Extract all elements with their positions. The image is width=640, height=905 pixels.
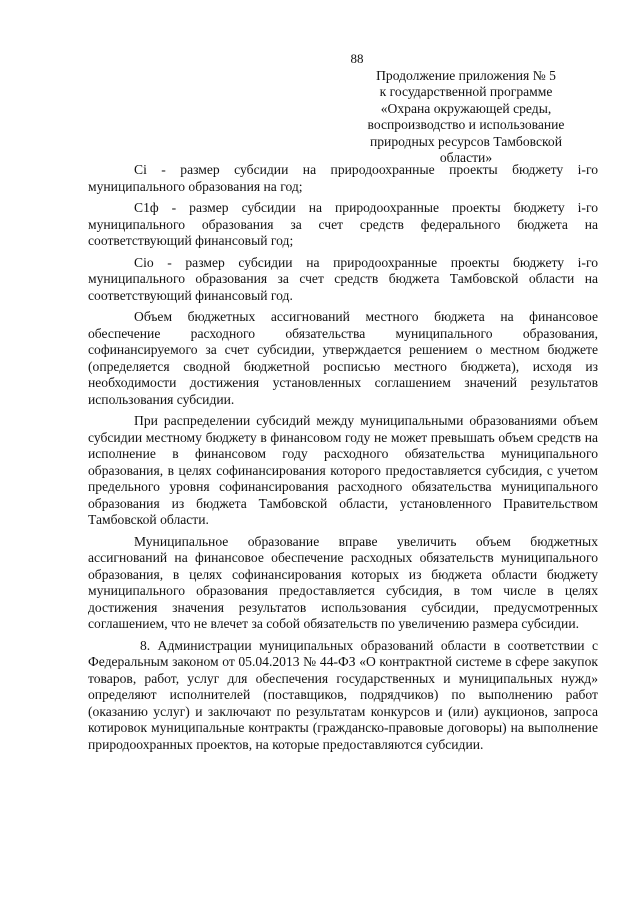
appendix-header-line: к государственной программе: [379, 84, 553, 100]
appendix-header: [330, 68, 602, 166]
appendix-header-line: Продолжение приложения № 5: [376, 68, 556, 83]
paragraph-subsidy-distribution: При распределении субсидий между муниципальными образованиями объем субсидии местному бюджету в финансовом году не может превышать объем средств на исполнение в финансовом году расходного обязательства муниципального образования, в целях софинансирования которого предоставляется субсидия, с учетом предельного уровня софинансирования расходного обязательства муниципального образования из бюджета Тамбовской области, установленного Правительством Тамбовской области.: [88, 413, 598, 527]
paragraph-item-8: 8. Администрации муниципальных образований области в соответствии с Федеральным законом от 05.04.2013 № 44-ФЗ «О контрактной системе в сфере закупок товаров, работ, услуг для обеспечения государственных и муниципальных нужд» определяют исполнителей (поставщиков, подрядчиков) по выполнению работ (оказанию услуг) и заключают по результатам конкурсов и (или) аукционов, запроса котировок муниципальные контракты (гражданско-правовые договоры) на выполнение природоохранных проектов, на которые предоставляются субсидии.: [88, 637, 598, 752]
paragraph-budget-allocations: Объем бюджетных ассигнований местного бюджета на финансовое обеспечение расходного обязательства муниципального образования, софинансируемого за счет субсидии, утверждается решением о местном бюджете (определяется сводной бюджетной росписью местного бюджета), исходя из необходимости достижения установленных соглашением значений результатов использования субсидии.: [88, 309, 598, 407]
appendix-header-line: области»: [439, 150, 493, 166]
appendix-header-line: воспроизводство и использование: [367, 117, 565, 133]
appendix-header-line: «Охрана окружающей среды,: [380, 100, 552, 116]
document-body: [88, 162, 598, 758]
paragraph-c1f-definition: C1ф - размер субсидии на природоохранные проекты бюджету i-го муниципального образования за счет средств федерального бюджета на соответствующий финансовый год;: [88, 200, 598, 248]
page-number: 88: [350, 51, 364, 66]
appendix-header-line: природных ресурсов Тамбовской: [369, 133, 562, 149]
paragraph-municipal-increase: Муниципальное образование вправе увеличить объем бюджетных ассигнований на финансовое обеспечение расходных обязательств муниципального образования, в целях софинансирования которых из бюджета области бюджету муниципального образования предоставляется субсидия, в том числе в целях достижения значения результатов использования субсидии, предусмотренных соглашением, что не влечет за собой обязательств по увеличению размера субсидии.: [88, 533, 598, 631]
paragraph-ci-definition: Ci - размер субсидии на природоохранные проекты бюджету i-го муниципального образования на год;: [88, 162, 598, 194]
paragraph-cio-definition: Cio - размер субсидии на природоохранные проекты бюджету i-го муниципального образования за счет средств бюджета Тамбовской области на соответствующий финансовый год.: [88, 254, 598, 303]
